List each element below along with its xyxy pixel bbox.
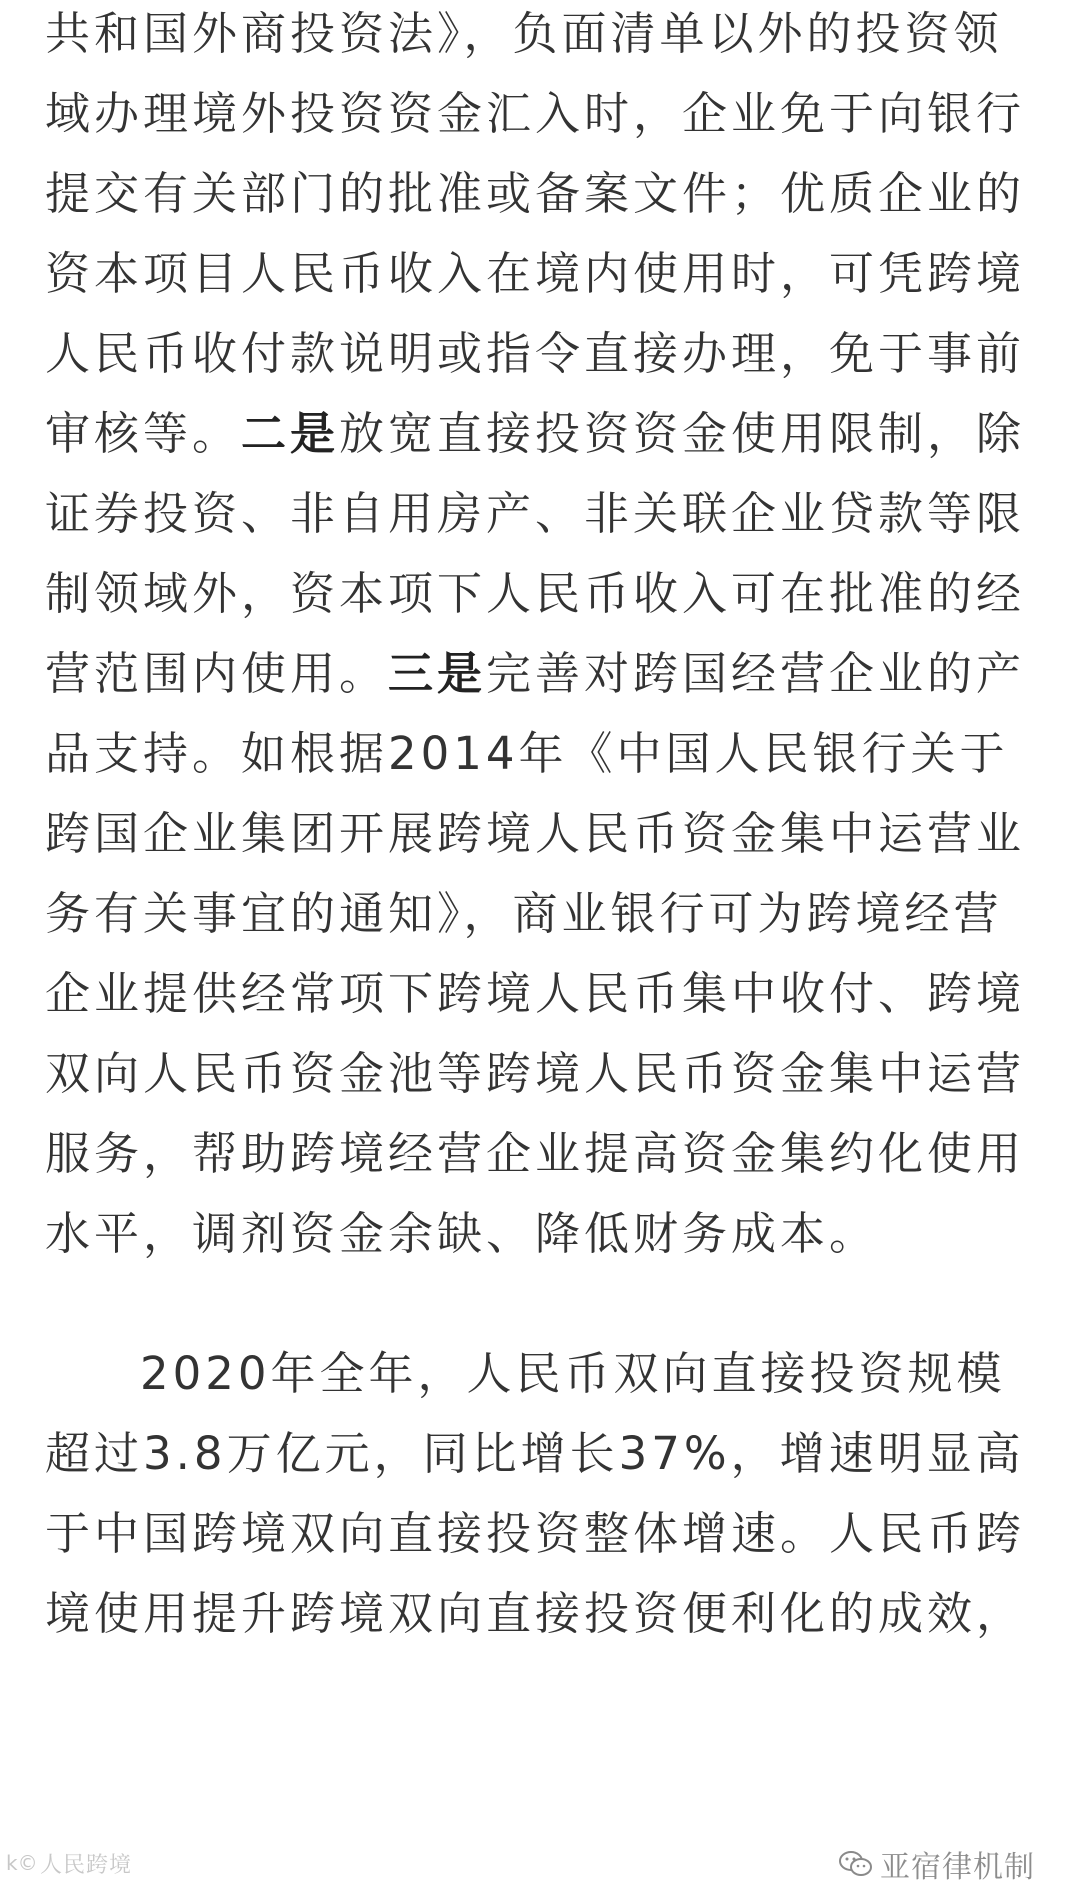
text-line: 证券投资、非自用房产、非关联企业贷款等限 — [45, 487, 1026, 540]
text-line — [45, 400, 1035, 468]
text-line: 企业提供经常项下跨境人民币集中收付、跨境 — [45, 967, 1026, 1020]
watermark-right-text: 亚宿律机制 — [880, 1850, 1035, 1885]
text-line: 共和国外商投资法》，负面清单以外的投资领 — [45, 7, 1003, 60]
text-line: 水平，调剂资金余缺、降低财务成本。 — [45, 1207, 879, 1260]
source-watermark-right — [838, 1842, 1035, 1886]
watermark-logo-icon: k© — [6, 1851, 38, 1875]
text-line — [45, 640, 1035, 708]
text-line: 超过3.8万亿元，同比增长37%，增速明显高 — [45, 1427, 1025, 1480]
bold-point-three: 三是 — [388, 647, 487, 700]
text-line: 人民币收付款说明或指令直接办理，免于事前 — [45, 327, 1026, 380]
text-line: 资本项目人民币收入在境内使用时，可凭跨境 — [45, 247, 1026, 300]
text-fragment: 审核等。 — [45, 407, 242, 460]
text-line: 品支持。如根据2014年《中国人民银行关于 — [45, 727, 1009, 780]
bold-point-two: 二是 — [241, 407, 340, 460]
text-line: 于中国跨境双向直接投资整体增速。人民币跨 — [45, 1507, 1026, 1560]
text-line: 境使用提升跨境双向直接投资便利化的成效， — [45, 1587, 1026, 1640]
watermark-left-text: 人民跨境 — [40, 1852, 133, 1878]
source-watermark-left — [6, 1846, 132, 1880]
wechat-icon — [838, 1849, 874, 1879]
text-line: 服务，帮助跨境经营企业提高资金集约化使用 — [45, 1127, 1026, 1180]
text-line: 双向人民币资金池等跨境人民币资金集中运营 — [45, 1047, 1026, 1100]
text-line: 域办理境外投资资金汇入时，企业免于向银行 — [45, 87, 1026, 140]
text-line: 跨国企业集团开展跨境人民币资金集中运营业 — [45, 807, 1026, 860]
text-fragment: 营范围内使用。 — [45, 647, 389, 700]
text-fragment: 完善对跨国经营企业的产 — [486, 647, 1026, 700]
text-line: 提交有关部门的批准或备案文件；优质企业的 — [45, 167, 1026, 220]
text-line: 制领域外，资本项下人民币收入可在批准的经 — [45, 567, 1026, 620]
text-line: 2020年全年，人民币双向直接投资规模 — [140, 1347, 1006, 1400]
text-line: 务有关事宜的通知》，商业银行可为跨境经营 — [45, 887, 1003, 940]
text-fragment: 放宽直接投资资金使用限制，除 — [339, 407, 1026, 460]
